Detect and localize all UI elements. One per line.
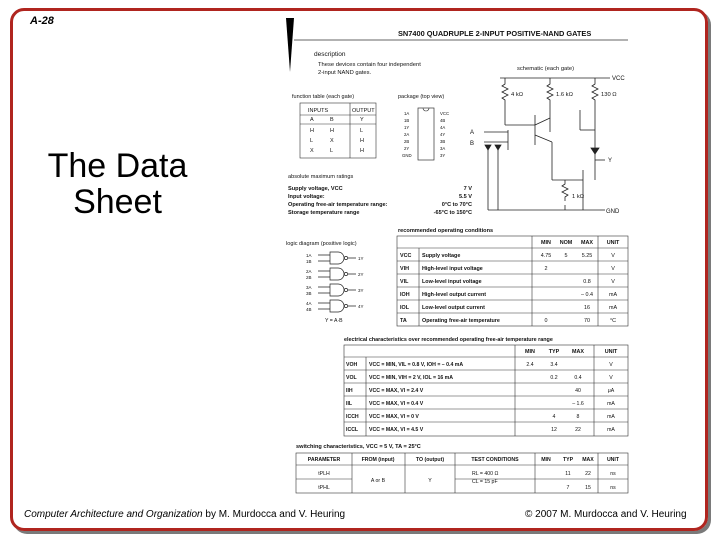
pin-left-7: GND xyxy=(402,153,412,158)
sw-header-from: FROM (input) xyxy=(361,457,395,463)
pin-left-1: 1A xyxy=(404,111,410,116)
ft-r2-y: H xyxy=(360,138,364,144)
ft-r1-a: H xyxy=(310,128,314,134)
resistor-1-6k: 1.6 kΩ xyxy=(556,92,573,98)
ft-r3-y: H xyxy=(360,148,364,154)
function-table-col-a: A xyxy=(310,117,314,123)
elec-r2-unit: V xyxy=(609,375,613,381)
rec-r1-sym: VCC xyxy=(400,253,412,259)
rec-r4-unit: mA xyxy=(608,292,618,298)
rec-conditions-rows xyxy=(400,253,617,324)
pin-left-3: 1Y xyxy=(404,125,410,130)
schematic-output-y: Y xyxy=(608,158,613,164)
rec-r4-sym: IOH xyxy=(400,292,410,298)
rec-r5-unit: mA xyxy=(608,305,618,311)
elec-r1-cond: VCC = MIN, VIL = 0.8 V, IOH = – 0.4 mA xyxy=(369,362,464,368)
pin-left-4: 2A xyxy=(404,132,410,137)
abs-max-name-1: Supply voltage, VCC xyxy=(288,186,343,192)
rec-r6-min: 0 xyxy=(544,318,548,324)
abs-max-name-4: Storage temperature range xyxy=(288,210,360,216)
pin-left-6: 2Y xyxy=(404,146,410,151)
table-row xyxy=(400,253,615,259)
description-label: description xyxy=(314,51,346,58)
table-row xyxy=(346,427,615,433)
elec-r5-cond: VCC = MAX, VI = 0 V xyxy=(369,414,419,420)
sw-r1-cond: RL = 400 Ω xyxy=(472,471,499,477)
rec-r3-max: 0.8 xyxy=(583,279,591,285)
logic-out-2y: 2Y xyxy=(358,272,364,277)
elec-r6-cond: VCC = MAX, VI = 4.5 V xyxy=(369,427,424,433)
switching-table xyxy=(296,453,628,493)
sw-header-to: TO (output) xyxy=(415,457,445,463)
package-pins xyxy=(402,111,449,158)
table-row xyxy=(400,305,617,311)
elec-r5-max: 8 xyxy=(576,414,580,420)
abs-max-list xyxy=(288,186,472,216)
table-row xyxy=(346,401,615,407)
rec-r4-max: – 0.4 xyxy=(581,292,593,298)
rec-r1-unit: V xyxy=(611,253,615,259)
rec-r1-desc: Supply voltage xyxy=(422,253,461,259)
abs-max-name-3: Operating free-air temperature range: xyxy=(288,202,388,208)
logic-in-3b: 3B xyxy=(306,291,312,296)
ft-r1-y: L xyxy=(360,128,364,134)
elec-r4-sym: IIL xyxy=(346,401,353,407)
rec-r6-unit: °C xyxy=(609,318,617,324)
abs-max-value-4: -65°C to 150°C xyxy=(433,210,472,216)
rec-r1-min: 4.75 xyxy=(540,253,552,259)
elec-header-min: MIN xyxy=(525,349,535,355)
abs-max-name-2: Input voltage: xyxy=(288,194,325,200)
sw-header-parameter: PARAMETER xyxy=(307,457,341,463)
footer-citation xyxy=(24,509,345,520)
sw-header-unit: UNIT xyxy=(606,457,620,463)
elec-r6-sym: ICCL xyxy=(346,427,359,433)
rec-r5-sym: IOL xyxy=(400,305,409,311)
pin-left-5: 2B xyxy=(404,139,410,144)
elec-r5-sym: ICCH xyxy=(346,414,359,420)
elec-r3-max: 40 xyxy=(575,388,581,394)
elec-char-label: electrical characteristics over recommended operating free-air temperature range xyxy=(344,337,553,343)
function-table-row xyxy=(310,128,363,134)
logic-diagram-label: logic diagram (positive logic) xyxy=(286,241,357,247)
ft-r2-a: L xyxy=(310,138,314,144)
sw-r2-typ: 7 xyxy=(566,485,570,491)
sw-r1-to: Y xyxy=(428,478,432,484)
sw-header-max: MAX xyxy=(582,457,594,463)
switching-headers xyxy=(308,457,620,463)
elec-r4-unit: mA xyxy=(607,401,615,407)
abs-max-value-1: 7 V xyxy=(463,186,472,192)
elec-char-rows xyxy=(346,362,615,433)
ft-r2-b: X xyxy=(330,138,334,144)
rec-header-max: MAX xyxy=(581,240,593,246)
rec-header-nom: NOM xyxy=(559,240,573,246)
elec-r3-sym: IIH xyxy=(346,388,353,394)
abs-max-label: absolute maximum ratings xyxy=(288,174,354,180)
logic-in-1b: 1B xyxy=(306,259,312,264)
footer-copyright: © 2007 M. Murdocca and V. Heuring xyxy=(525,509,687,520)
function-table-label: function table (each gate) xyxy=(292,94,355,100)
schematic-input-a: A xyxy=(470,130,475,136)
pin-right-11: 4Y xyxy=(440,132,446,137)
rec-r2-unit: V xyxy=(611,266,615,272)
logic-in-3a: 3A xyxy=(306,285,312,290)
sw-r1-param: tPLH xyxy=(318,471,330,477)
logic-out-4y: 4Y xyxy=(358,304,364,309)
elec-r2-sym: VOL xyxy=(346,375,357,381)
sw-header-typ: TYP xyxy=(562,457,574,463)
slide-title-line-1: The Data xyxy=(47,147,188,185)
pin-right-8: 3Y xyxy=(440,153,446,158)
elec-header-typ: TYP xyxy=(548,349,560,355)
logic-diagram xyxy=(318,252,356,312)
table-row xyxy=(318,471,616,484)
logic-in-2b: 2B xyxy=(306,275,312,280)
slide-number: A-28 xyxy=(30,15,54,27)
logic-equation: Y = A·B xyxy=(325,318,343,324)
ft-r3-b: L xyxy=(330,148,334,154)
elec-r2-cond: VCC = MIN, VIH = 2 V, IOL = 16 mA xyxy=(369,375,454,381)
rec-r5-desc: Low-level output current xyxy=(422,305,485,311)
elec-r4-cond: VCC = MAX, VI = 0.4 V xyxy=(369,401,424,407)
pin-right-9: 3A xyxy=(440,146,446,151)
heading-wedge xyxy=(286,18,294,72)
rec-r1-max: 5.25 xyxy=(581,253,593,259)
rec-conditions-headers xyxy=(541,240,620,246)
package-label: package (top view) xyxy=(398,94,445,100)
schematic-circuit xyxy=(484,78,613,210)
elec-r3-unit: μA xyxy=(607,388,615,394)
rec-r1-nom: 5 xyxy=(564,253,568,259)
pin-right-13: 4B xyxy=(440,118,446,123)
rec-r2-desc: High-level input voltage xyxy=(422,266,483,272)
sw-r2-cond: CL = 15 pF xyxy=(472,479,498,485)
logic-out-3y: 3Y xyxy=(358,288,364,293)
footer-authors: by M. Murdocca and V. Heuring xyxy=(202,509,346,520)
table-row xyxy=(400,292,617,298)
elec-r5-typ: 4 xyxy=(552,414,556,420)
rec-r5-max: 16 xyxy=(584,305,590,311)
resistor-1k: 1 kΩ xyxy=(572,194,585,200)
sw-r1-max: 22 xyxy=(585,471,591,477)
resistor-130: 130 Ω xyxy=(601,92,617,98)
logic-in-2a: 2A xyxy=(306,269,312,274)
package-body xyxy=(418,108,434,160)
slide-title-line-2: Sheet xyxy=(73,183,162,221)
sw-r2-param: tPHL xyxy=(318,485,330,491)
elec-header-unit: UNIT xyxy=(604,349,618,355)
elec-r6-unit: mA xyxy=(607,427,615,433)
ft-r3-a: X xyxy=(310,148,314,154)
table-row xyxy=(400,318,616,324)
sw-r2-max: 15 xyxy=(585,485,591,491)
resistor-4k: 4 kΩ xyxy=(511,92,524,98)
table-row xyxy=(346,388,615,394)
elec-r2-max: 0.4 xyxy=(574,375,582,381)
function-table-inputs-header: INPUTS xyxy=(308,108,329,114)
elec-r3-cond: VCC = MAX, VI = 2.4 V xyxy=(369,388,424,394)
rec-r3-sym: VIL xyxy=(400,279,409,285)
footer-book-title: Computer Architecture and Organization xyxy=(24,509,203,520)
rec-r3-unit: V xyxy=(611,279,615,285)
elec-r6-typ: 12 xyxy=(551,427,557,433)
ft-r1-b: H xyxy=(330,128,334,134)
schematic-gnd: GND xyxy=(606,209,620,215)
function-table-col-b: B xyxy=(330,117,334,123)
abs-max-value-2: 5.5 V xyxy=(458,194,472,200)
switching-label: switching characteristics, VCC = 5 V, TA = 25°C xyxy=(296,444,421,450)
table-row xyxy=(346,375,613,381)
table-row xyxy=(400,266,615,272)
logic-diagram-pins xyxy=(306,253,364,312)
sw-header-min: MIN xyxy=(541,457,551,463)
pin-right-14: VCC xyxy=(440,111,450,116)
elec-r1-sym: VOH xyxy=(346,362,358,368)
function-table-row xyxy=(310,148,364,154)
function-table-output-header: OUTPUT xyxy=(352,108,375,114)
rec-header-unit: UNIT xyxy=(606,240,620,246)
schematic-input-b: B xyxy=(470,141,475,147)
sw-r2-unit: ns xyxy=(610,485,616,491)
rec-conditions-label: recommended operating conditions xyxy=(398,228,494,234)
schematic-vcc: VCC xyxy=(612,76,625,82)
schematic-label: schematic (each gate) xyxy=(517,66,575,72)
elec-r2-typ: 0.2 xyxy=(550,375,558,381)
function-table-row xyxy=(310,138,364,144)
rec-header-min: MIN xyxy=(541,240,551,246)
logic-in-4b: 4B xyxy=(306,307,312,312)
logic-in-1a: 1A xyxy=(306,253,312,258)
elec-char-headers xyxy=(525,349,618,355)
logic-in-4a: 4A xyxy=(306,301,312,306)
pin-right-12: 4A xyxy=(440,125,446,130)
switching-rows xyxy=(318,471,616,491)
elec-header-max: MAX xyxy=(572,349,584,355)
elec-r1-typ: 3.4 xyxy=(550,362,558,368)
rec-r6-sym: TA xyxy=(400,318,407,324)
rec-r6-desc: Operating free-air temperature xyxy=(422,318,500,324)
rec-r6-max: 70 xyxy=(584,318,590,324)
table-row xyxy=(346,362,613,368)
rec-r4-desc: High-level output current xyxy=(422,292,487,298)
elec-r1-min: 2.4 xyxy=(526,362,534,368)
sw-r1-unit: ns xyxy=(610,471,616,477)
table-row xyxy=(318,479,616,491)
sw-r1-typ: 11 xyxy=(565,471,571,477)
abs-max-value-3: 0°C to 70°C xyxy=(441,202,472,208)
datasheet-heading: SN7400 QUADRUPLE 2-INPUT POSITIVE-NAND GATES xyxy=(398,29,592,38)
logic-out-1y: 1Y xyxy=(358,256,364,261)
elec-r5-unit: mA xyxy=(607,414,615,420)
table-row xyxy=(400,279,615,285)
elec-r6-max: 22 xyxy=(575,427,581,433)
table-row xyxy=(346,414,615,420)
rec-r2-min: 2 xyxy=(544,266,548,272)
rec-r2-sym: VIH xyxy=(400,266,409,272)
sw-header-test: TEST CONDITIONS xyxy=(471,457,519,463)
description-line-2: 2-input NAND gates. xyxy=(318,70,372,76)
sw-r1-from: A or B xyxy=(370,478,386,484)
function-table-col-y: Y xyxy=(360,117,364,123)
description-line-1: These devices contain four independent xyxy=(318,62,421,68)
pin-right-10: 3B xyxy=(440,139,446,144)
elec-r1-unit: V xyxy=(609,362,613,368)
elec-r4-max: – 1.6 xyxy=(572,401,584,407)
rec-r3-desc: Low-level input voltage xyxy=(422,279,482,285)
pin-left-2: 1B xyxy=(404,118,410,123)
